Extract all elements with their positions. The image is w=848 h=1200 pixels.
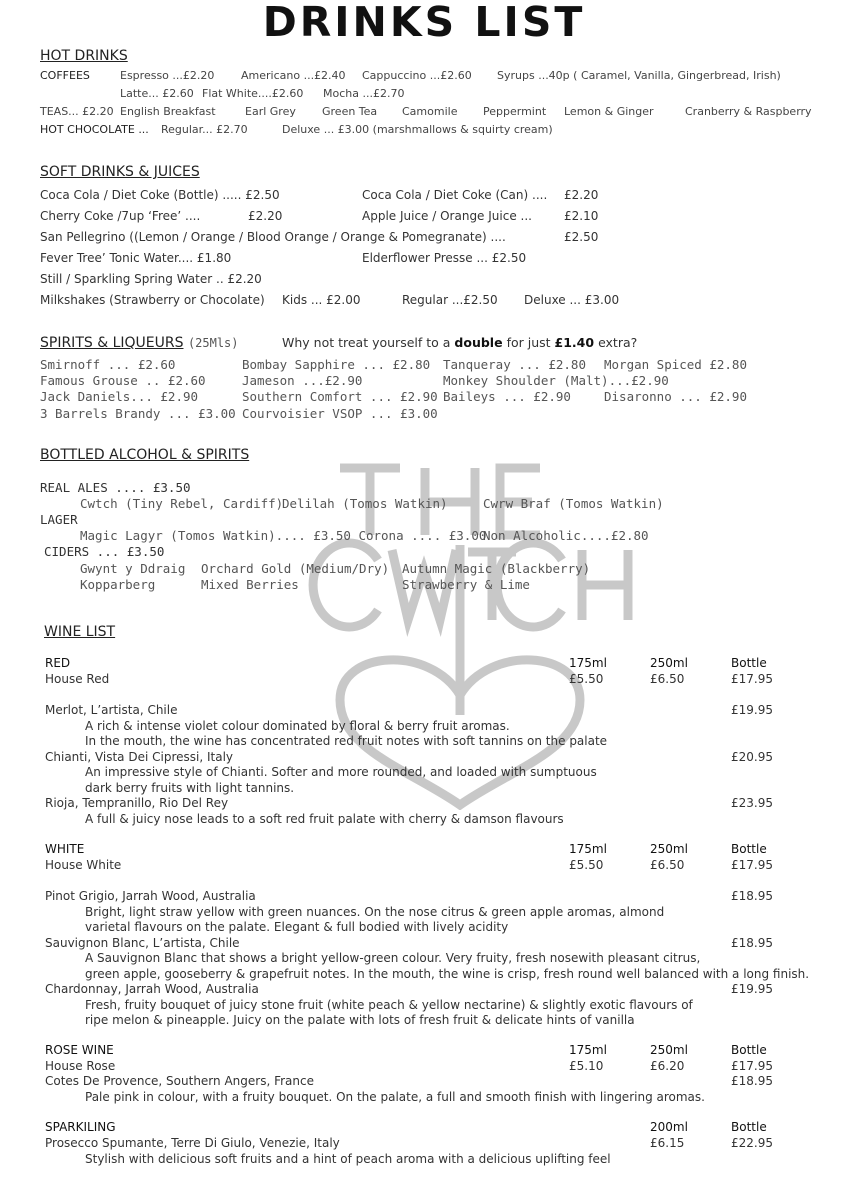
cider-item: Autumn Magic (Blackberry) (402, 561, 591, 576)
latte-item: Latte... £2.60 (120, 87, 194, 100)
spirits-unit: (25Mls) (187, 336, 239, 350)
soft-drink-item: Still / Sparkling Spring Water .. £2.20 (40, 272, 262, 286)
wine-price: £17.95 (731, 1059, 773, 1073)
wine-description: A Sauvignon Blanc that shows a bright yellow-green colour. Very fruity, fresh nosewith pleasant citrus, (85, 951, 701, 965)
wine-name: Merlot, L’artista, Chile (45, 703, 178, 717)
size-bottle: Bottle (731, 1120, 767, 1134)
size-250: 250ml (650, 656, 688, 670)
size-250: 250ml (650, 1043, 688, 1057)
soft-drink-item: Elderflower Presse ... £2.50 (362, 251, 527, 265)
ale-item: Delilah (Tomos Watkin) (282, 496, 448, 511)
tea-item: Earl Grey (245, 105, 296, 118)
wine-list-heading: WINE LIST (44, 624, 116, 640)
sparkling-wine-label: SPARKILING (45, 1120, 116, 1134)
real-ales-label: REAL ALES .... £3.50 (40, 480, 191, 495)
promo-double: double (454, 335, 503, 350)
size-175: 175ml (569, 1043, 607, 1057)
wine-price: £17.95 (731, 858, 773, 872)
size-bottle: Bottle (731, 656, 767, 670)
soft-drink-item: Fever Tree’ Tonic Water.... £1.80 (40, 251, 232, 265)
wine-price: £18.95 (731, 1074, 773, 1088)
promo-text: Why not treat yourself to a (282, 335, 451, 350)
soft-drink-item: San Pellegrino ((Lemon / Orange / Blood Orange / Orange & Pomegranate) .... (40, 230, 506, 244)
spirit-item: Baileys ... £2.90 (443, 389, 571, 404)
wine-description: In the mouth, the wine has concentrated red fruit notes with soft tannins on the palate (85, 734, 608, 748)
size-200: 200ml (650, 1120, 688, 1134)
lager-label: LAGER (40, 512, 78, 527)
size-bottle: Bottle (731, 1043, 767, 1057)
promo-text: for just (506, 335, 551, 350)
spirit-item: Morgan Spiced £2.80 (604, 357, 747, 372)
soft-drink-item: Coca Cola / Diet Coke (Can) .... (362, 188, 548, 202)
wine-description: dark berry fruits with light tannins. (85, 781, 295, 795)
hot-chocolate-regular: Regular... £2.70 (161, 123, 248, 136)
wine-description: green apple, gooseberry & grapefruit notes. In the mouth, the wine is crisp, fresh round well balanced with a long finish. (85, 967, 810, 981)
wine-price: £20.95 (731, 750, 773, 764)
cider-item: Gwynt y Ddraig (80, 561, 186, 576)
soft-drink-price: £2.10 (564, 209, 599, 223)
wine-price: £22.95 (731, 1136, 773, 1150)
wine-price: £6.50 (650, 672, 685, 686)
wine-price: £23.95 (731, 796, 773, 810)
mocha-item: Mocha ...£2.70 (323, 87, 405, 100)
wine-price: £5.10 (569, 1059, 604, 1073)
wine-price: £5.50 (569, 858, 604, 872)
size-bottle: Bottle (731, 842, 767, 856)
wine-description: Pale pink in colour, with a fruity bouquet. On the palate, a full and smooth finish with lingering aromas. (85, 1090, 705, 1104)
syrups-item: Syrups ...40p ( Caramel, Vanilla, Gingerbread, Irish) (497, 69, 781, 82)
ciders-label: CIDERS ... £3.50 (44, 544, 165, 559)
soft-drink-item: Milkshakes (Strawberry or Chocolate) (40, 293, 265, 307)
cider-item: Mixed Berries (201, 577, 299, 592)
promo-price: £1.40 (554, 335, 595, 350)
tea-item: Peppermint (483, 105, 547, 118)
wine-price: £18.95 (731, 889, 773, 903)
house-red: House Red (45, 672, 110, 686)
teas-label: TEAS... £2.20 (40, 105, 114, 118)
white-wine-label: WHITE (45, 842, 85, 856)
promo-text: extra? (598, 335, 638, 350)
wine-price: £6.15 (650, 1136, 685, 1150)
spirits-promo (282, 337, 637, 350)
cider-item: Strawberry & Lime (402, 577, 530, 592)
wine-name: Chardonnay, Jarrah Wood, Australia (45, 982, 259, 996)
size-250: 250ml (650, 842, 688, 856)
coffees-label: COFFEES (40, 69, 90, 82)
spirit-item: Bombay Sapphire ... £2.80 (242, 357, 431, 372)
flat-white-item: Flat White....£2.60 (202, 87, 304, 100)
wine-description: Stylish with delicious soft fruits and a hint of peach aroma with a delicious uplifting feel (85, 1152, 611, 1166)
milkshake-regular: Regular ...£2.50 (402, 293, 498, 307)
cider-item: Kopparberg (80, 577, 156, 592)
wine-price: £17.95 (731, 672, 773, 686)
spirit-item: Southern Comfort ... £2.90 (242, 389, 438, 404)
tea-item: English Breakfast (120, 105, 216, 118)
wine-description: An impressive style of Chianti. Softer and more rounded, and loaded with sumptuous (85, 765, 597, 779)
wine-price: £6.20 (650, 1059, 685, 1073)
spirit-item: Courvoisier VSOP ... £3.00 (242, 406, 438, 421)
wine-name: Rioja, Tempranillo, Rio Del Rey (45, 796, 229, 810)
wine-name: Pinot Grigio, Jarrah Wood, Australia (45, 889, 256, 903)
wine-description: A full & juicy nose leads to a soft red fruit palate with cherry & damson flavours (85, 812, 564, 826)
wine-price: £5.50 (569, 672, 604, 686)
soft-drink-item: Cherry Coke /7up ‘Free’ .... (40, 209, 201, 223)
tea-item: Green Tea (322, 105, 378, 118)
milkshake-deluxe: Deluxe ... £3.00 (524, 293, 620, 307)
house-white: House White (45, 858, 122, 872)
spirit-item: Monkey Shoulder (Malt)...£2.90 (443, 373, 669, 388)
wine-description: varietal flavours on the palate. Elegant & full bodied with lively acidity (85, 920, 509, 934)
hot-chocolate-deluxe: Deluxe ... £3.00 (marshmallows & squirty cream) (282, 123, 553, 136)
wine-name: Cotes De Provence, Southern Angers, France (45, 1074, 314, 1088)
spirit-item: Disaronno ... £2.90 (604, 389, 747, 404)
spirit-item: 3 Barrels Brandy ... £3.00 (40, 406, 236, 421)
wine-description: A rich & intense violet colour dominated by floral & berry fruit aromas. (85, 719, 510, 733)
cappuccino-item: Cappuccino ...£2.60 (362, 69, 472, 82)
ale-item: Cwtch (Tiny Rebel, Cardiff) (80, 496, 284, 511)
milkshake-kids: Kids ... £2.00 (282, 293, 361, 307)
soft-drink-price: £2.50 (564, 230, 599, 244)
tea-item: Camomile (402, 105, 458, 118)
soft-drink-item: Apple Juice / Orange Juice ... (362, 209, 532, 223)
size-175: 175ml (569, 842, 607, 856)
wine-name: Prosecco Spumante, Terre Di Giulo, Venezie, Italy (45, 1136, 340, 1150)
tea-item: Lemon & Ginger (564, 105, 654, 118)
wine-description: Bright, light straw yellow with green nuances. On the nose citrus & green apple aromas, almond (85, 905, 665, 919)
soft-drink-price: £2.20 (248, 209, 283, 223)
spirits-heading: SPIRITS & LIQUEURS (40, 335, 184, 351)
wine-name: Sauvignon Blanc, L’artista, Chile (45, 936, 240, 950)
spirit-item: Smirnoff ... £2.60 (40, 357, 176, 372)
ale-item: Cwrw Braf (Tomos Watkin) (483, 496, 664, 511)
spirit-item: Famous Grouse .. £2.60 (40, 373, 206, 388)
wine-description: ripe melon & pineapple. Juicy on the palate with lots of fresh fruit & delicate hints of vanilla (85, 1013, 635, 1027)
wine-name: Chianti, Vista Dei Cipressi, Italy (45, 750, 234, 764)
wine-description: Fresh, fruity bouquet of juicy stone fruit (white peach & yellow nectarine) & slightly exotic flavours of (85, 998, 693, 1012)
size-175: 175ml (569, 656, 607, 670)
house-rose: House Rose (45, 1059, 116, 1073)
spirits-heading-row (40, 336, 239, 350)
cider-item: Orchard Gold (Medium/Dry) (201, 561, 390, 576)
bottled-heading: BOTTLED ALCOHOL & SPIRITS (40, 447, 250, 463)
rose-wine-label: ROSE WINE (45, 1043, 114, 1057)
wine-price: £19.95 (731, 703, 773, 717)
soft-drink-price: £2.20 (564, 188, 599, 202)
espresso-item: Espresso ...£2.20 (120, 69, 215, 82)
soft-drinks-heading: SOFT DRINKS & JUICES (40, 164, 200, 180)
spirit-item: Jack Daniels... £2.90 (40, 389, 199, 404)
page-title: DRINKS LIST (262, 0, 586, 46)
tea-item: Cranberry & Raspberry (685, 105, 812, 118)
americano-item: Americano ...£2.40 (241, 69, 346, 82)
lager-item: Magic Lagyr (Tomos Watkin).... £3.50 Corona .... £3.00 (80, 528, 487, 543)
wine-price: £19.95 (731, 982, 773, 996)
wine-price: £18.95 (731, 936, 773, 950)
soft-drink-item: Coca Cola / Diet Coke (Bottle) ..... £2.50 (40, 188, 280, 202)
red-wine-label: RED (45, 656, 71, 670)
spirit-item: Tanqueray ... £2.80 (443, 357, 586, 372)
spirit-item: Jameson ...£2.90 (242, 373, 363, 388)
wine-price: £6.50 (650, 858, 685, 872)
lager-item: Non Alcoholic....£2.80 (483, 528, 649, 543)
hot-chocolate-label: HOT CHOCOLATE ... (40, 123, 149, 136)
hot-drinks-heading: HOT DRINKS (40, 48, 128, 64)
